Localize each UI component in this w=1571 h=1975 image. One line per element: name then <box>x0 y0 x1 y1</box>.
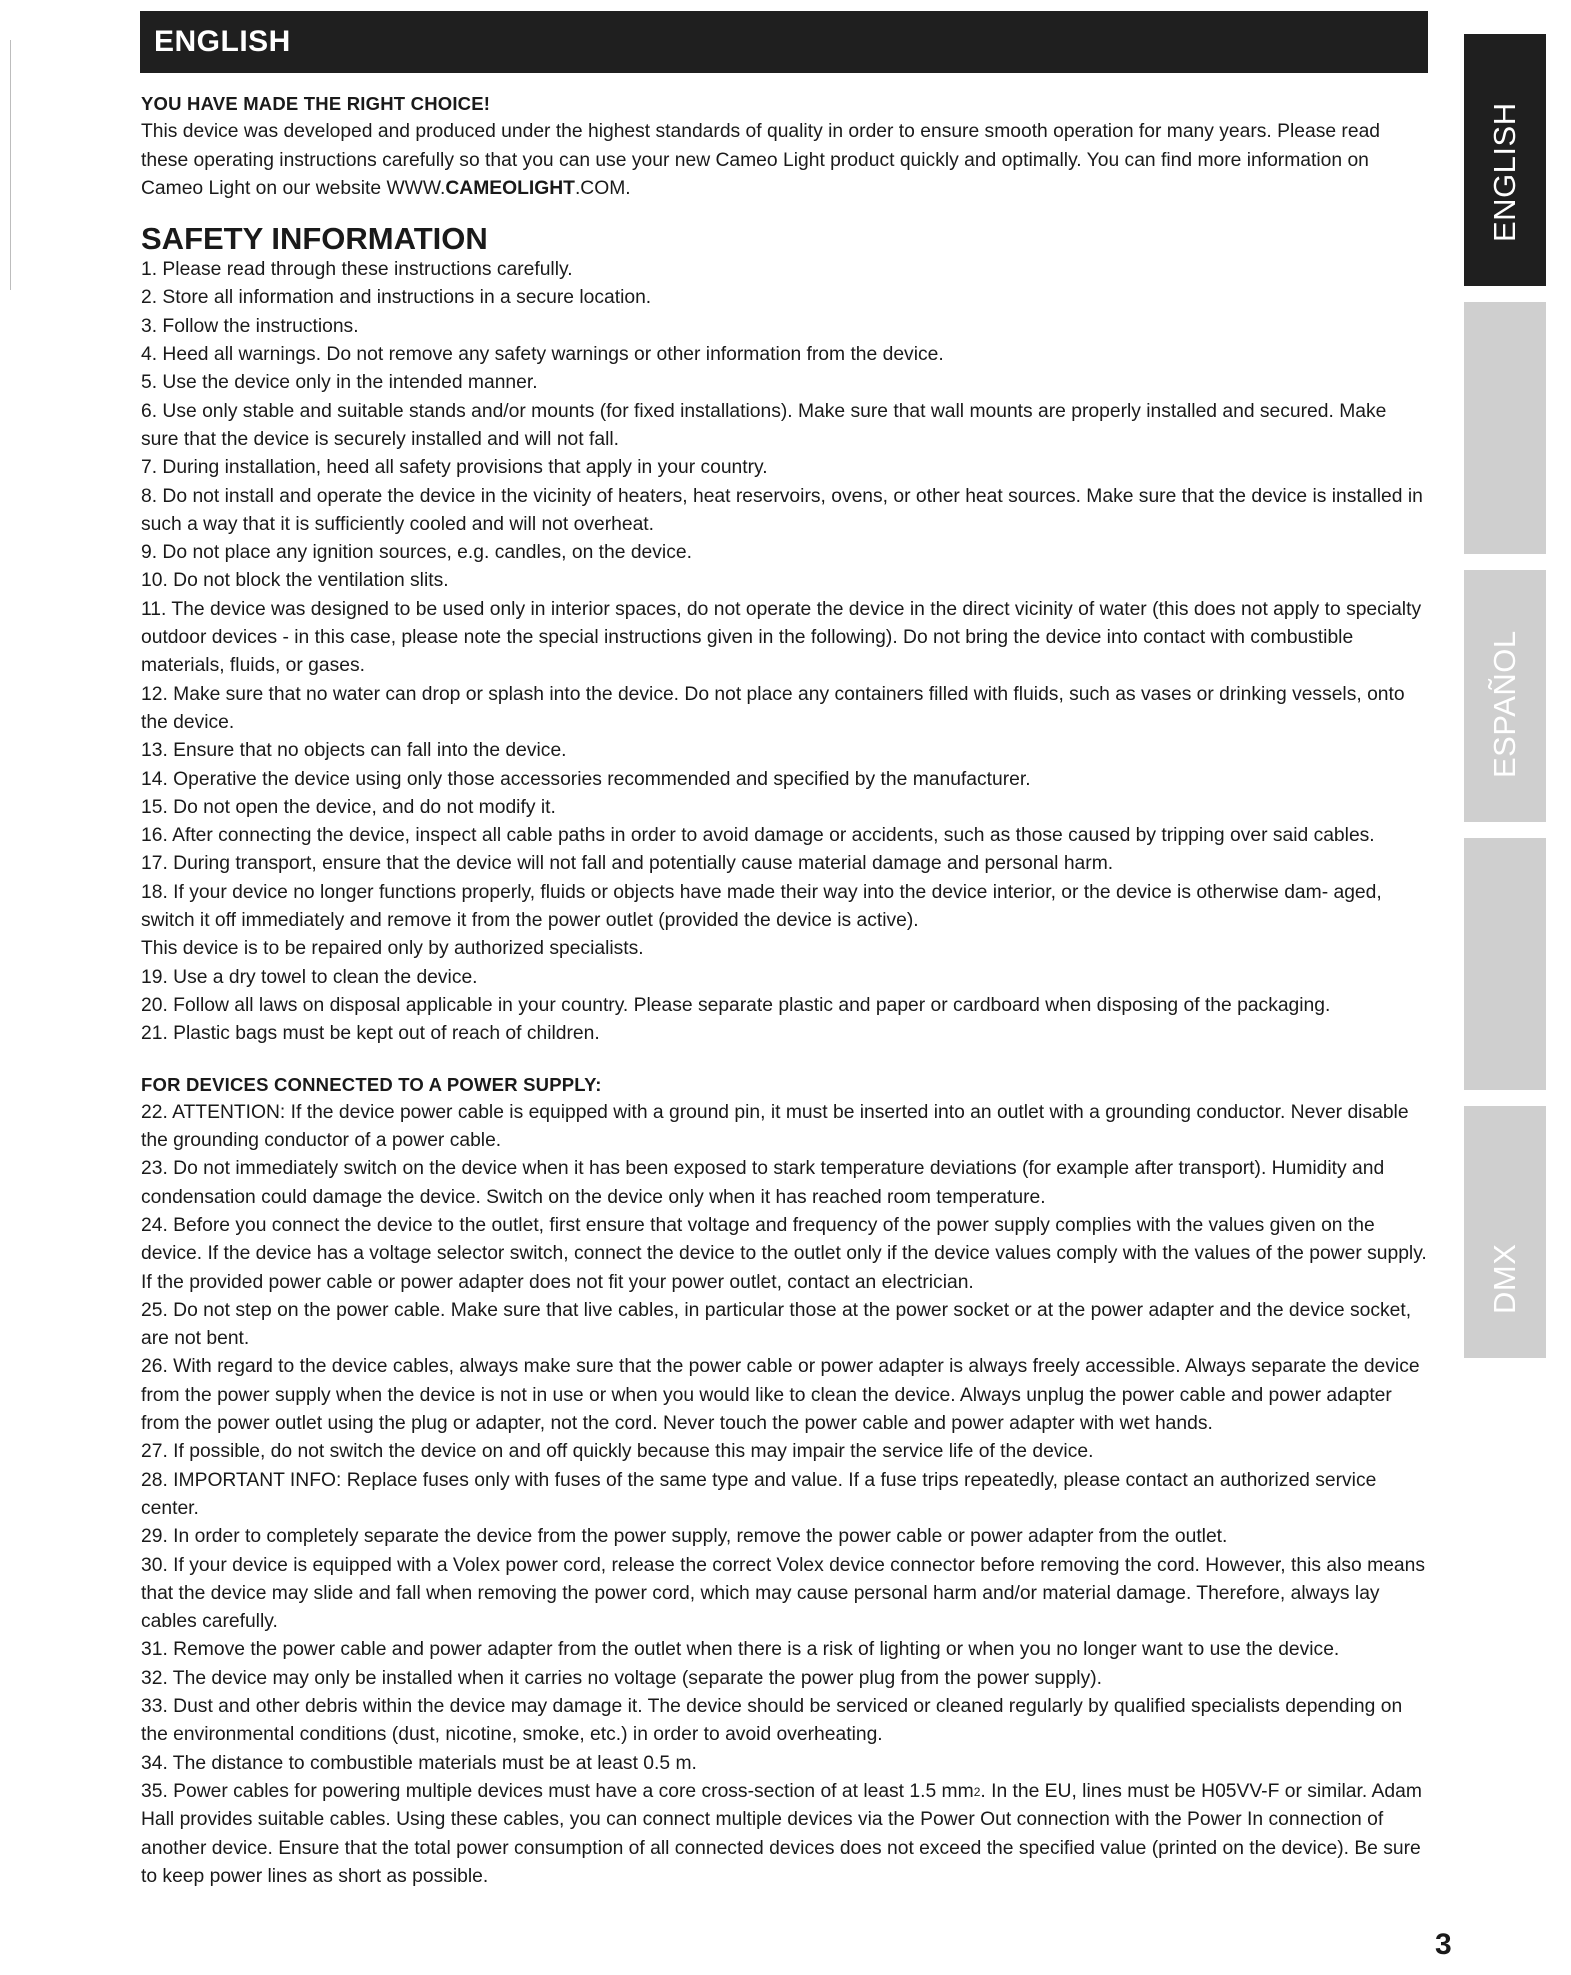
list-item: 16. After connecting the device, inspect all cable paths in order to avoid damage or accidents, such as those caused by tripping over said cables. <box>141 825 1375 847</box>
list-item: This device is to be repaired only by authorized specialists. <box>141 938 644 960</box>
list-item: 27. If possible, do not switch the device on and off quickly because this may impair the service life of the device. <box>141 1441 1094 1463</box>
list-item: 4. Heed all warnings. Do not remove any safety warnings or other information from the device. <box>141 344 944 366</box>
list-item: 34. The distance to combustible materials must be at least 0.5 m. <box>141 1752 697 1774</box>
list-item: 5. Use the device only in the intended manner. <box>141 372 538 394</box>
list-item: 22. ATTENTION: If the device power cable is equipped with a ground pin, it must be inserted into an outlet with a grounding conductor. Never disable the grounding conductor of a power cable. <box>141 1101 1409 1152</box>
list-item: 18. If your device no longer functions properly, fluids or objects have made their way into the device interior, or the device is otherwise dam- aged, switch it off immediately and remove it from the power outlet (provided the device is active). <box>141 881 1382 932</box>
list-item: 26. With regard to the device cables, always make sure that the power cable or power adapter is always freely accessible. Always separate the device from the power supply when the device is not in use or when you would like to clean the device. Always unplug the power cable and power adapter from the power outlet using the plug or adapter, not the cord. Never touch the power cable and power adapter with wet hands. <box>141 1356 1420 1435</box>
brand-name: CAMEOLIGHT <box>445 177 575 199</box>
list-item: 11. The device was designed to be used only in interior spaces, do not operate the device in the direct vicinity of water (this does not apply to specialty outdoor devices - in this case, please note the special instructions given in the following). Do not bring the device into contact with combustible materials, fluids, or gases. <box>141 598 1422 677</box>
list-item: 21. Plastic bags must be kept out of reach of children. <box>141 1023 600 1045</box>
list-item: 28. IMPORTANT INFO: Replace fuses only with fuses of the same type and value. If a fuse trips repeatedly, please contact an authorized service center. <box>141 1469 1377 1519</box>
list-item: 8. Do not install and operate the device in the vicinity of heaters, heat reservoirs, ovens, or other heat sources. Make sure that the device is installed in such a way that it is sufficiently cooled and will not overheat. <box>141 485 1423 535</box>
margin-rule <box>10 40 11 290</box>
tab-espanol[interactable]: ESPAÑOL <box>1464 570 1546 822</box>
list-item: 14. Operative the device using only those accessories recommended and specified by the manufacturer. <box>141 768 1031 790</box>
list-item: 23. Do not immediately switch on the device when it has been exposed to stark temperature deviations (for example after transport). Humidity and condensation could damage the device. Switch on the device only when it has reached room temperature. <box>141 1158 1385 1208</box>
list-item: 12. Make sure that no water can drop or splash into the device. Do not place any containers filled with fluids, such as vases or drinking vessels, onto the device. <box>141 683 1405 733</box>
tab-deutsch-francais[interactable] <box>1464 302 1546 554</box>
list-item: 32. The device may only be installed when it carries no voltage (separate the power plug from the power supply). <box>141 1667 1103 1689</box>
page-number: 3 <box>1435 1928 1452 1961</box>
language-header <box>140 11 1428 73</box>
list-item: 33. Dust and other debris within the device may damage it. The device should be serviced or cleaned regularly by qualified specialists depending on the environmental conditions (dust, nicotine, smoke, etc.) in order to avoid overheating. <box>141 1696 1403 1746</box>
list-item: 10. Do not block the ventilation slits. <box>141 570 449 592</box>
tab-english[interactable]: ENGLISH <box>1464 34 1546 286</box>
intro-heading: YOU HAVE MADE THE RIGHT CHOICE! <box>141 93 491 114</box>
tab-dmx[interactable]: DMX <box>1464 1106 1546 1358</box>
list-item: 19. Use a dry towel to clean the device. <box>141 966 478 988</box>
list-item: 31. Remove the power cable and power adapter from the outlet when there is a risk of lighting or when you no longer want to use the device. <box>141 1639 1340 1661</box>
list-item: 15. Do not open the device, and do not modify it. <box>141 796 556 818</box>
list-item: 6. Use only stable and suitable stands and/or mounts (for fixed installations). Make sure that wall mounts are properly installed and secured. Make sure that the device is securely installed and will not fall. <box>141 400 1387 450</box>
list-item: 17. During transport, ensure that the device will not fall and potentially cause material damage and personal harm. <box>141 853 1114 875</box>
list-item: 1. Please read through these instructions carefully. <box>141 259 573 281</box>
language-title: ENGLISH <box>154 25 291 58</box>
safety-title: SAFETY INFORMATION <box>141 221 488 257</box>
tab-italiano-polski[interactable] <box>1464 838 1546 1090</box>
list-item: 3. Follow the instructions. <box>141 315 359 337</box>
superscript: 2 <box>973 1784 981 1799</box>
power-heading: FOR DEVICES CONNECTED TO A POWER SUPPLY: <box>141 1073 602 1095</box>
list-item: 7. During installation, heed all safety provisions that apply in your country. <box>141 457 768 479</box>
intro-paragraph: This device was developed and produced under the highest standards of quality in order to ensure smooth operation for many years. Please read these operating instructions carefully so that you can use your new Cameo Light product quickly and optimally. You can find more information on Cameo Light on our website WWW.CAMEOLIGHT.COM. <box>141 121 1381 199</box>
list-item: 20. Follow all laws on disposal applicable in your country. Please separate plastic and paper or cardboard when disposing of the packaging. <box>141 994 1331 1016</box>
list-item: 30. If your device is equipped with a Volex power cord, release the correct Volex device connector before removing the cord. However, this also means that the device may slide and fall when removing the power cord, which may cause personal harm and/or material damage. Therefore, always lay cables carefully. <box>141 1554 1425 1633</box>
list-item: 24. Before you connect the device to the outlet, first ensure that voltage and frequency of the power supply complies with the values given on the device. If the device has a voltage selector switch, connect the device to the outlet only if the device values comply with the values of the power supply. If the provided power cable or power adapter does not fit your power outlet, contact an electrician. <box>141 1214 1427 1293</box>
list-item: 2. Store all information and instructions in a secure location. <box>141 287 652 309</box>
document-body <box>141 90 1428 1891</box>
list-item: 35. Power cables for powering multiple devices must have a core cross-section of at least 1.5 $mm^2$. In the EU, lines must be H05VV-F or similar. Adam Hall provides suitable cables. Using these cables, you can connect multiple devices via the Power Out connection with the Power In connection of another device. Ensure that the total power consumption of all connected devices does not exceed the specified value (printed on the device). Be sure to keep power lines as short as possible. <box>141 1780 1422 1887</box>
list-item: 29. In order to completely separate the device from the power supply, remove the power cable or power adapter from the outlet. <box>141 1526 1228 1548</box>
list-item: 25. Do not step on the power cable. Make sure that live cables, in particular those at the power socket or at the power adapter and the device socket, are not bent. <box>141 1299 1412 1350</box>
list-item: 9. Do not place any ignition sources, e.g. candles, on the device. <box>141 542 692 564</box>
list-item: 13. Ensure that no objects can fall into the device. <box>141 740 567 762</box>
